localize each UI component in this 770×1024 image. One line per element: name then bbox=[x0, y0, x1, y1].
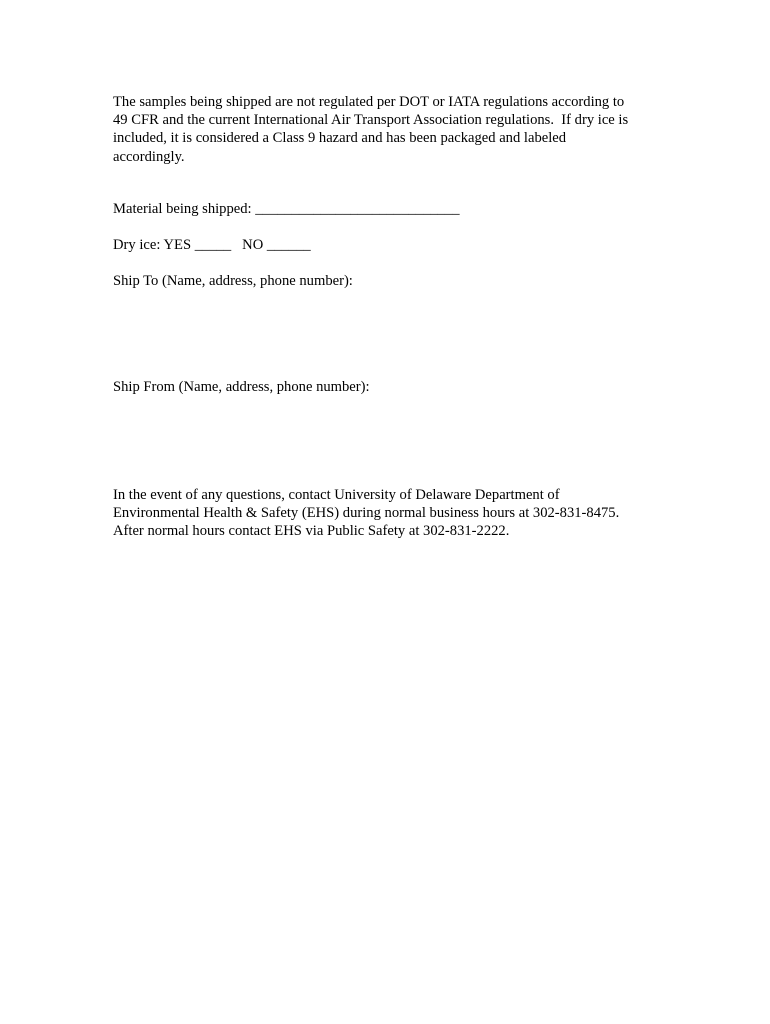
contact-information bbox=[113, 486, 658, 541]
ship-from-label: Ship From (Name, address, phone number): bbox=[113, 379, 370, 395]
notice-line: accordingly. bbox=[113, 148, 185, 165]
notice-line: The samples being shipped are not regulated per DOT or IATA regulations according to bbox=[113, 94, 625, 110]
notice-line: included, it is considered a Class 9 hazard and has been packaged and labeled bbox=[113, 130, 567, 147]
dry-ice-label: Dry ice: YES _____ NO ______ bbox=[113, 237, 311, 253]
contact-line: Environmental Health & Safety (EHS) during normal business hours at 302-831-8475. bbox=[113, 505, 620, 522]
ship-to-field bbox=[113, 272, 658, 290]
material-shipped-field bbox=[113, 200, 658, 218]
material-shipped-label: Material being shipped: ____________________________ bbox=[113, 201, 460, 217]
ship-from-field bbox=[113, 378, 658, 396]
ship-to-label: Ship To (Name, address, phone number): bbox=[113, 273, 353, 289]
notice-line: 49 CFR and the current International Air Transport Association regulations. If dry ice is bbox=[113, 112, 629, 129]
regulation-notice bbox=[113, 93, 658, 166]
dry-ice-field bbox=[113, 236, 658, 254]
contact-line: After normal hours contact EHS via Public Safety at 302-831-2222. bbox=[113, 523, 510, 540]
contact-line: In the event of any questions, contact University of Delaware Department of bbox=[113, 487, 560, 503]
